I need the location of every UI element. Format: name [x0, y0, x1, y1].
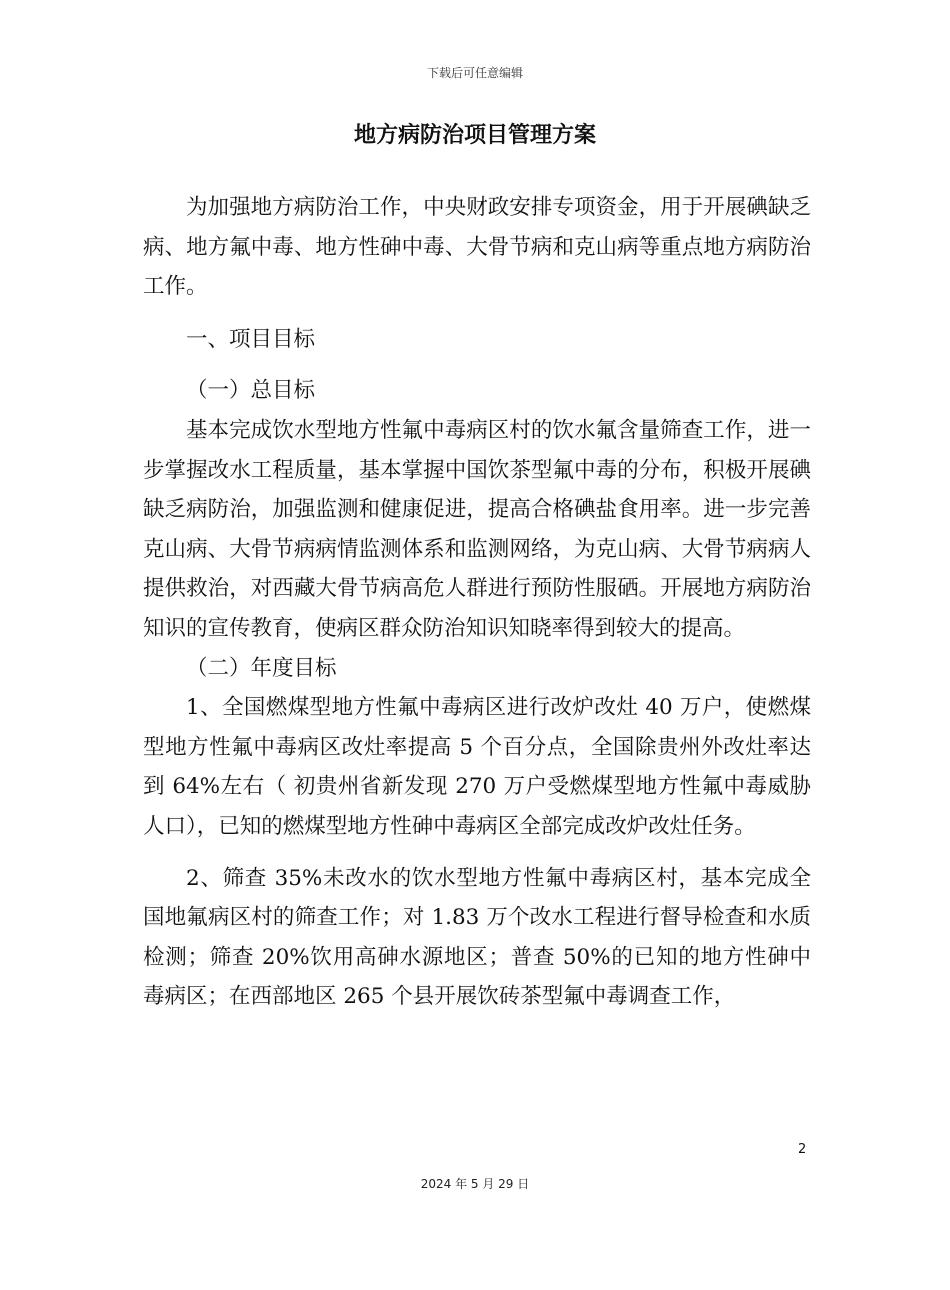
- subsection-heading-overall: （一）总目标: [186, 378, 316, 404]
- section-heading-goals: 一、项目目标: [186, 326, 316, 352]
- header-note: 下载后可任意编辑: [426, 66, 523, 80]
- paragraph-annual-goal-1: 1、全国燃煤型地方性氟中毒病区进行改炉改灶 40 万户，使燃煤型地方性氟中毒病区改灶率提高 5 个百分点，全国除贵州外改灶率达到 64%左右（ 初贵州省新发现 270 万户受燃煤型地方性氟中毒威胁人口），已知的燃煤型地方性砷中毒病区全部完成改炉改灶任务。: [143, 695, 811, 839]
- subsection-heading-annual: （二）年度目标: [186, 655, 337, 681]
- paragraph-annual-goal-2: 2、筛查 35%未改水的饮水型地方性氟中毒病区村，基本完成全国地氟病区村的筛查工作；对 1.83 万个改水工程进行督导检查和水质检测；筛查 20%饮用高砷水源地区；普查 50%的已知的地方性砷中毒病区；在西部地区 265 个县开展饮砖茶型氟中毒调查工作，: [143, 865, 811, 1010]
- paragraph-overall-goal: 基本完成饮水型地方性氟中毒病区村的饮水氟含量筛查工作，进一步掌握改水工程质量，基本掌握中国饮茶型氟中毒的分布，积极开展碘缺乏病防治，加强监测和健康促进，提高合格碘盐食用率。进一步完善克山病、大骨节病病情监测体系和监测网络，为克山病、大骨节病病人提供救治，对西藏大骨节病高危人群进行预防性服硒。开展地方病防治知识的宣传教育，使病区群众防治知识知晓率得到较大的提高。: [143, 417, 811, 641]
- paragraph-intro: 为加强地方病防治工作，中央财政安排专项资金，用于开展碘缺乏病、地方氟中毒、地方性砷中毒、大骨节病和克山病等重点地方病防治工作。: [143, 195, 811, 300]
- document-body: [143, 188, 811, 1017]
- document-title: 地方病防治项目管理方案: [353, 123, 596, 148]
- footer-date: 2024 年 5 月 29 日: [420, 1177, 530, 1191]
- page-number: 2: [798, 1142, 807, 1157]
